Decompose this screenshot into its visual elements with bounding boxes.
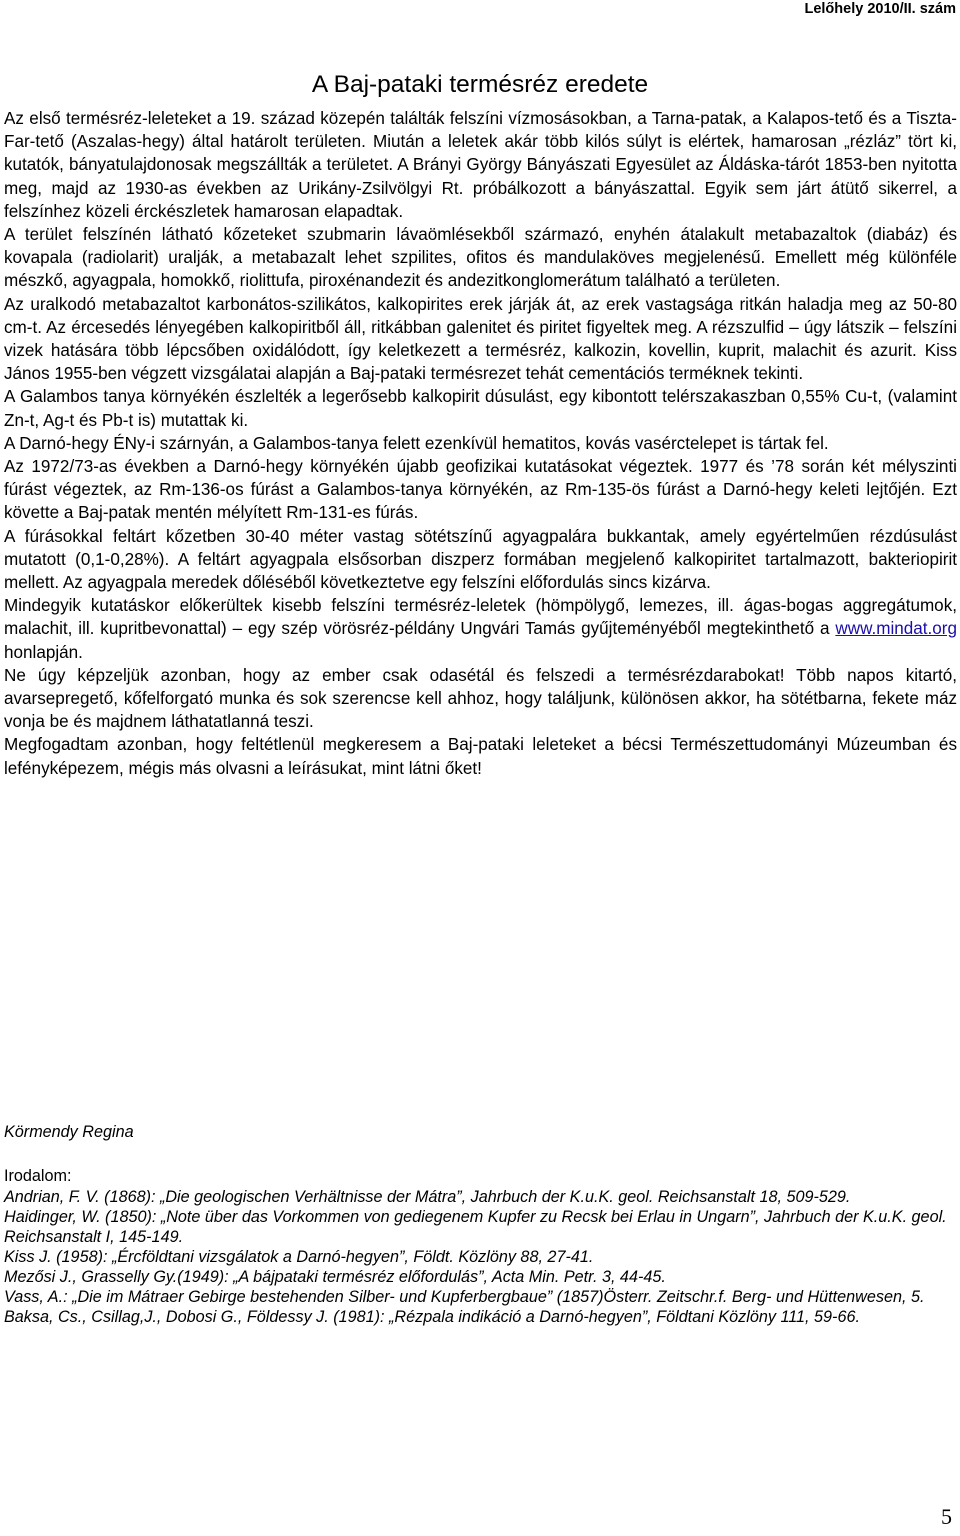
paragraph-drilling: Az 1972/73-as években a Darnó-hegy környékén újabb geofizikai kutatásokat végeztek. 1977 és ’78 során két mélyszinti fúrást végeztek, az Rm-136-os fúrást a Galambos-tanya környékén, az Rm-135-ös fúrást a Darnó-hegy keleti lejtőjén. Ezt követte a Baj-patak mentén mélyített Rm-131-es fúrás. [4,457,957,523]
reference-item: Baksa, Cs., Csillag,J., Dobosi G., Földessy J. (1981): „Rézpala indikáció a Darnó-hegyen”, Földtani Közlöny 111, 59-66. [4,1308,860,1326]
finds-text: Mindegyik kutatáskor előkerültek kisebb felszíni termésréz-leletek (hömpölygő, lemezes, ill. ágas-bogas aggregátumok, malachit, ill. kupritbevonattal) – egy szép vörösréz-példány Ungvári Tamás gyűjteményéből megtekinthető a [4,596,957,639]
article-title: A Baj-pataki termésréz eredete [311,71,649,98]
references-section [4,1165,958,1327]
paragraph-finds [4,594,957,664]
reference-item: Mezősi J., Grasselly Gy.(1949): „A bájpataki termésréz előfordulás”, Acta Min. Petr. 3, 44-45. [4,1268,666,1286]
reference-item: Andrian, F. V. (1868): „Die geologischen Verhältnisse der Mátra”, Jahrbuch der K.u.K. geol. Reichsanstalt 18, 509-529. [4,1188,851,1206]
paragraph-galambos: A Galambos tanya környékén észlelték a legerősebb kalkopirit dúsulást, egy kibontott telérszakaszban 0,55% Cu-t, (valamint Zn-t, Ag-t és Pb-t is) mutattak ki. [4,387,957,430]
paragraph-closing: Megfogadtam azonban, hogy feltétlenül megkeresem a Baj-pataki leleteket a bécsi Természettudományi Múzeumban és lefényképezem, mégis más olvasni a leírásukat, mint látni őket! [4,735,957,778]
page-number: 5 [941,1504,952,1529]
mindat-link[interactable]: www.mindat.org [835,619,957,639]
paragraph-rocks: A terület felszínén látható kőzeteket szubmarin lávaömlésekből származó, enyhén átalakult metabazaltok (diabáz) és kovapala (radiolarit) uralják, a metabazalt lehet szpilites, ofitos és mandulaköves megjelenésű. Emellett még különféle mészkő, agyagpala, homokkő, riolittufa, piroxénandezit és andezitkonglomerátum található a területen. [4,225,957,291]
finds-text-end: honlapján. [4,642,83,662]
issue-header: Lelőhely 2010/II. szám [804,1,956,17]
paragraph-searching: Ne úgy képzeljük azonban, hogy az ember csak odasétál és felszedi a termésrézdarabokat! Több napos kitartó, avarsepregető, kőfelforgató munka és sok szerencse kell ahhoz, hogy találjunk, különösen akkor, ha sötétbarna, fekete máz vonja be és majdnem láthatatlanná teszi. [4,665,957,732]
paragraph-mineralization: Az uralkodó metabazaltot karbonátos-szilikátos, kalkopirites erek járják át, az erek vastagsága ritkán haladja meg az 50-80 cm-t. Az ércesedés lényegében kalkopiritből áll, ritkábban galenitet és piritet figyeltek meg. A rézszulfid – úgy látszik – felszíni vizek hatására több lépcsőben oxidálódott, így keletkezett a termésréz, kalkozin, kovellin, kuprit, malachit és azurit. Kiss János 1955-ben végzett vizsgálatai alapján a Baj-pataki termésrezet tehát cementációs terméknek tekinti. [4,294,957,384]
article-body [4,107,957,780]
references-label: Irodalom: [4,1167,72,1185]
paragraph-darno-iron: A Darnó-hegy ÉNy-i szárnyán, a Galambos-tanya felett ezenkívül hematitos, kovás vasérctelepet is tártak fel. [4,433,829,453]
paragraph-shale: A fúrásokkal feltárt kőzetben 30-40 méter vastag sötétszínű agyagpalára bukkantak, amely egyértelműen rézdúsulást mutatott (0,1-0,28%). A feltárt agyagpala elsősorban diszperz formában megjelenő kalkopiritet tartalmazott, bakteriopirit mellett. Az agyagpala meredek dőléséből következtetve egy felszíni előfordulás sincs kizárva. [4,526,957,593]
reference-item: Vass, A.: „Die im Mátraer Gebirge bestehenden Silber- und Kupferbergbaue” (1857)Österr. Zeitschr.f. Berg- und Hüttenwesen, 5. [4,1288,925,1306]
author-name: Körmendy Regina [4,1123,134,1141]
paragraph-discovery: Az első termésréz-leleteket a 19. század közepén találták felszíni vízmosásokban, a Tarna-patak, a Kalapos-tető és a Tiszta-Far-tető (Aszalas-hegy) által határolt területen. Miután a leletek akár több kilós súlyt is elértek, hamarosan „rézláz” tört ki, kutatók, bányatulajdonosak megszállták a területet. A Brányi György Bányászati Egyesület az Áldáska-tárót 1853-ben nyitotta meg, majd az 1930-as években az Urikány-Zsilvölgyi Rt. próbálkozott a bányászattal. Egyik sem járt átütő sikerrel, a felszínhez közeli érckészletek hamarosan elapadtak. [4,109,957,221]
reference-item: Haidinger, W. (1850): „Note über das Vorkommen von gediegenem Kupfer zu Recsk bei Erlau in Ungarn”, Jahrbuch der K.u.K. geol. Reichsanstalt I, 145-149. [4,1208,947,1246]
reference-item: Kiss J. (1958): „Ércföldtani vizsgálatok a Darnó-hegyen”, Földt. Közlöny 88, 27-41. [4,1248,594,1266]
